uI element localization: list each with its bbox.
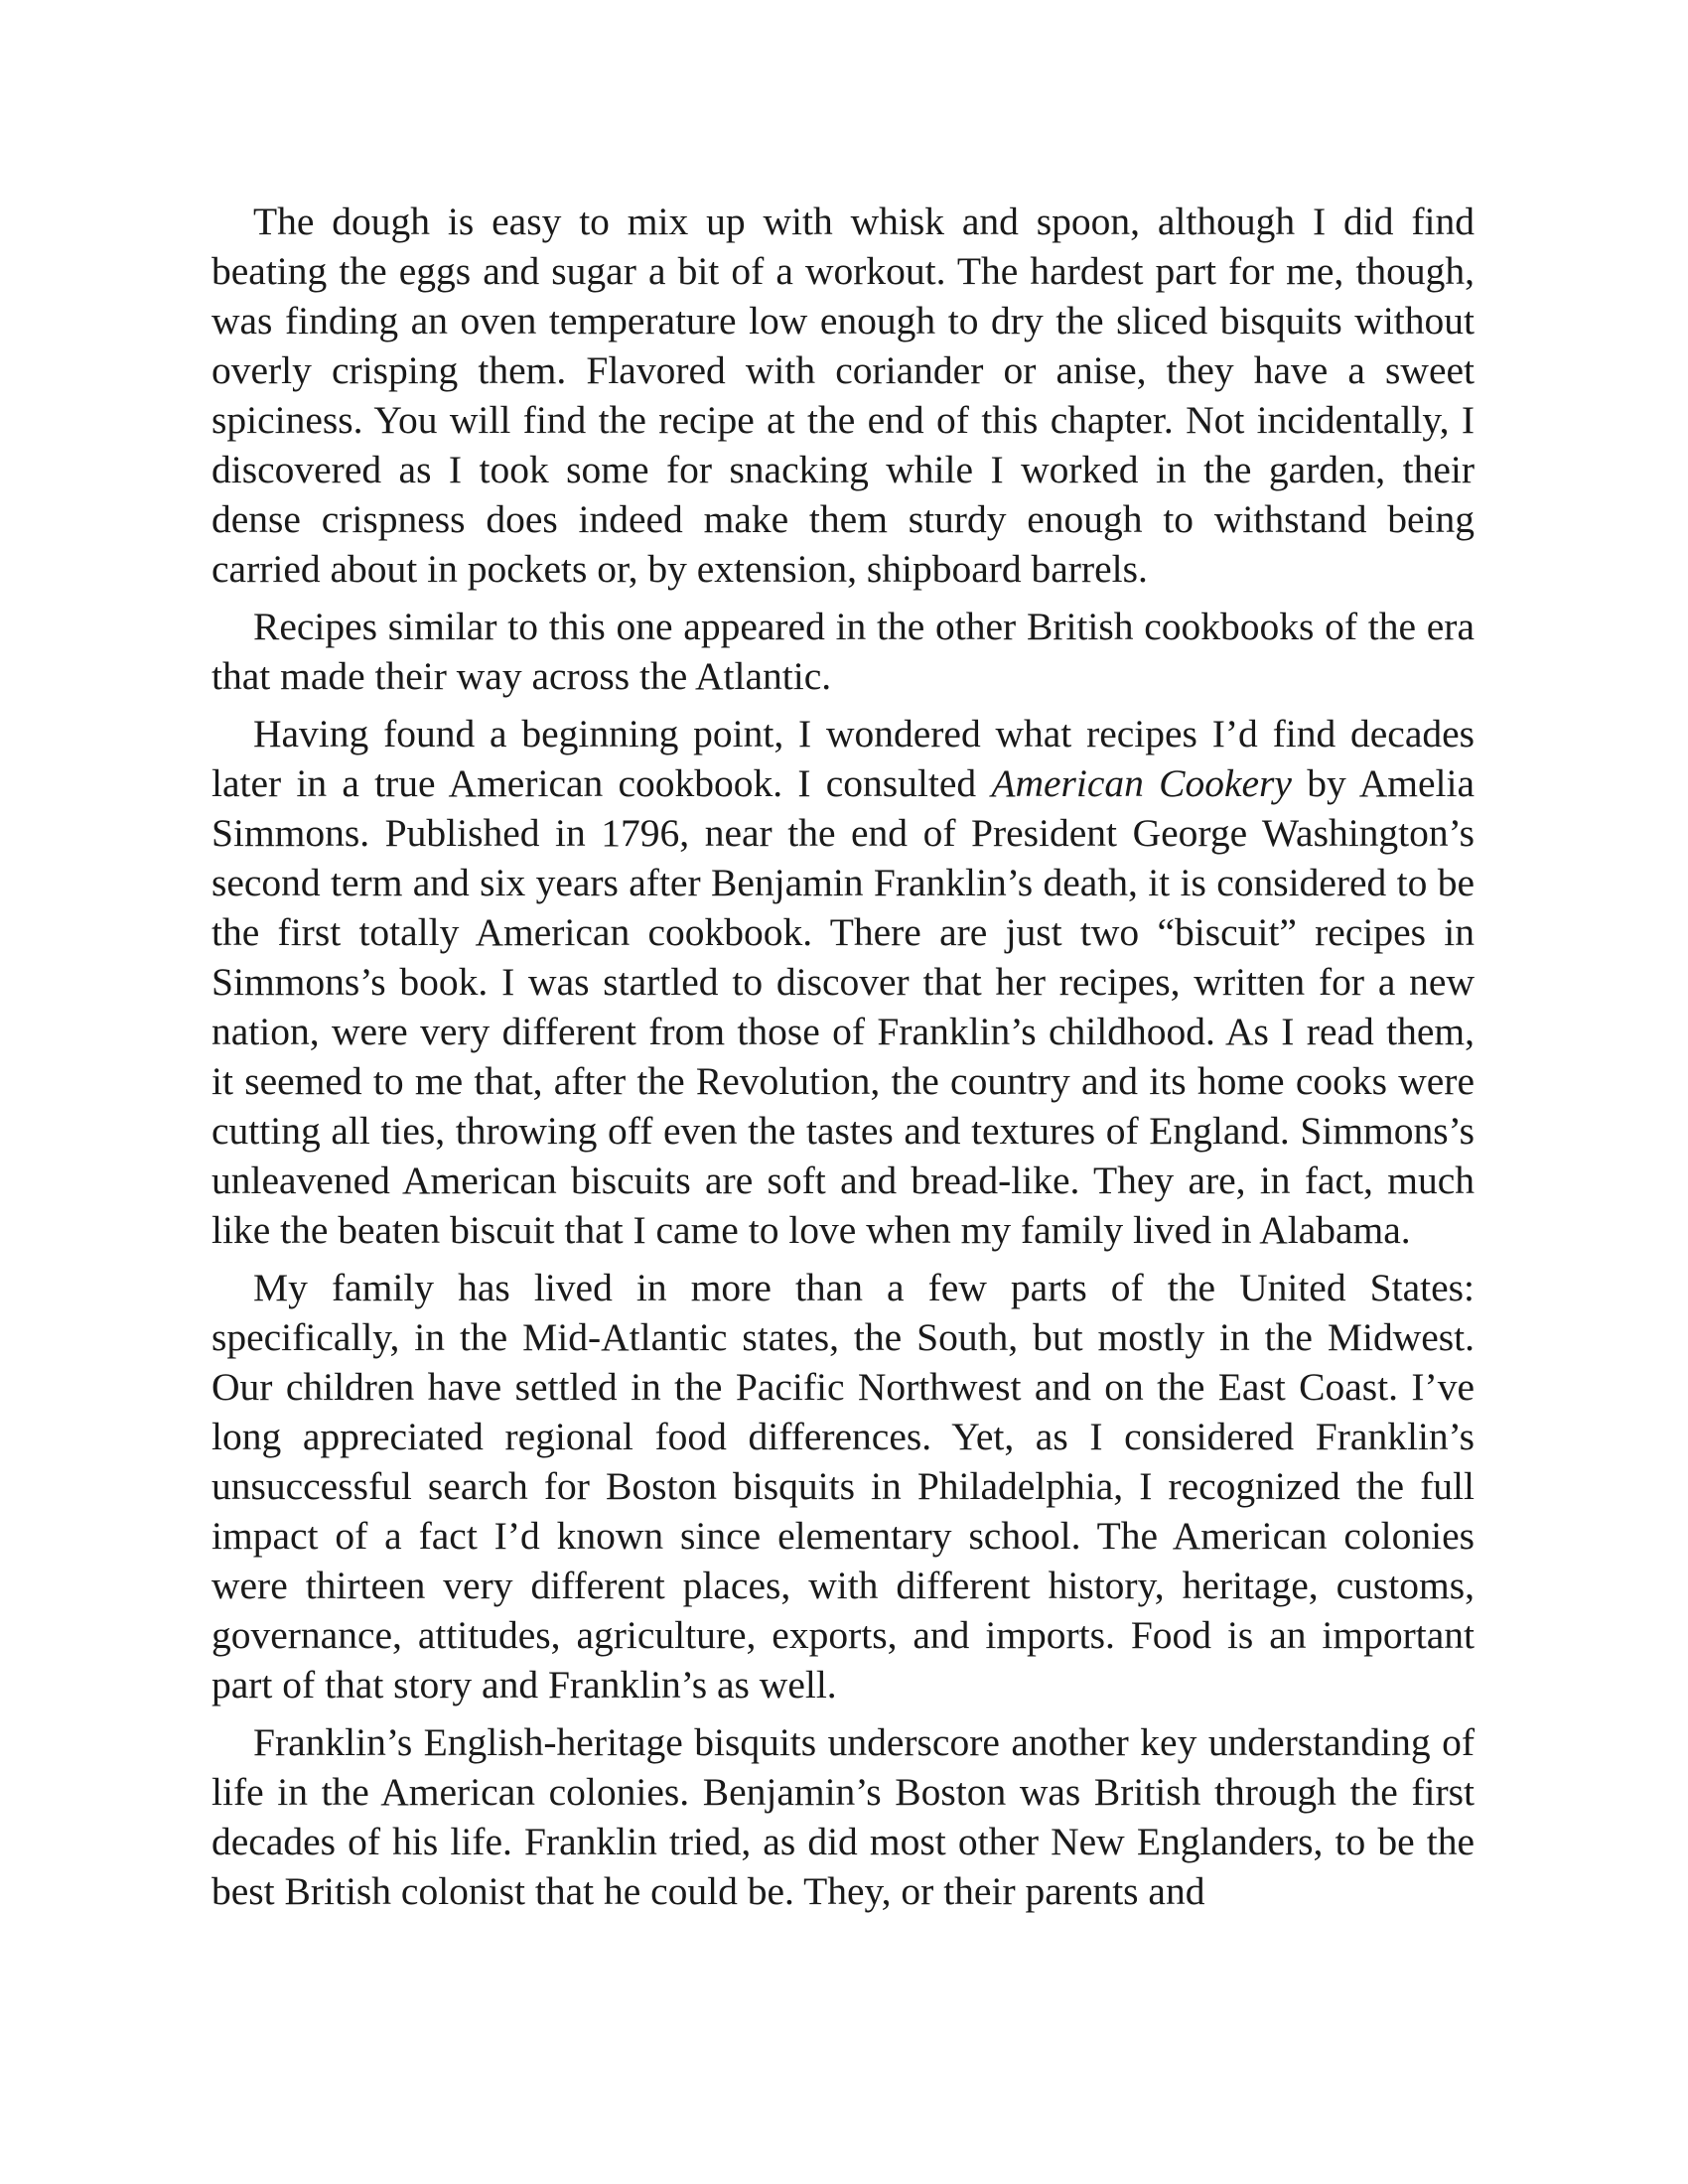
paragraph-2: Recipes similar to this one appeared in the other British cookbooks of the era that made their way across the Atlantic.	[211, 605, 1475, 698]
book-title: American Cookery	[991, 761, 1292, 805]
paragraph-5: Franklin’s English-heritage bisquits underscore another key understanding of life in the American colonies. Benjamin’s Boston was British through the first decades of his life. Franklin tried, as did most other New Englanders, to be the best British colonist that he could be. They, or their parents and	[211, 1720, 1475, 1913]
paragraph-3-after: by Amelia Simmons. Published in 1796, near the end of President George Washington’s second term and six years after Benjamin Franklin’s death, it is considered to be the first totally American cookbook. There are just two “biscuit” recipes in Simmons’s book. I was startled to discover that her recipes, written for a new nation, were very different from those of Franklin’s childhood. As I read them, it seemed to me that, after the Revolution, the country and its home cooks were cutting all ties, throwing off even the tastes and textures of England. Simmons’s unleavened American biscuits are soft and bread-like. They are, in fact, much like the beaten biscuit that I came to love when my family lived in Alabama.	[211, 761, 1475, 1252]
paragraph-4: My family has lived in more than a few parts of the United States: specifically, in the Mid-Atlantic states, the South, but mostly in the Midwest. Our children have settled in the Pacific Northwest and on the East Coast. I’ve long appreciated regional food differences. Yet, as I considered Franklin’s unsuccessful search for Boston bisquits in Philadelphia, I recognized the full impact of a fact I’d known since elementary school. The American colonies were thirteen very different places, with different history, heritage, customs, governance, attitudes, agriculture, exports, and imports. Food is an important part of that story and Franklin’s as well.	[211, 1266, 1475, 1706]
paragraph-3-before: Having found a beginning point, I wondered what recipes I’d find decades later in a true American cookbook. I consulted	[211, 712, 1475, 805]
paragraph-3	[211, 709, 1475, 1255]
paragraph-1: The dough is easy to mix up with whisk and spoon, although I did find beating the eggs and sugar a bit of a workout. The hardest part for me, though, was finding an oven temperature low enough to dry the sliced bisquits without overly crisping them. Flavored with coriander or anise, they have a sweet spiciness. You will find the recipe at the end of this chapter. Not incidentally, I discovered as I took some for snacking while I worked in the garden, their dense crispness does indeed make them sturdy enough to withstand being carried about in pockets or, by extension, shipboard barrels.	[211, 200, 1475, 591]
page-body	[211, 197, 1475, 1924]
